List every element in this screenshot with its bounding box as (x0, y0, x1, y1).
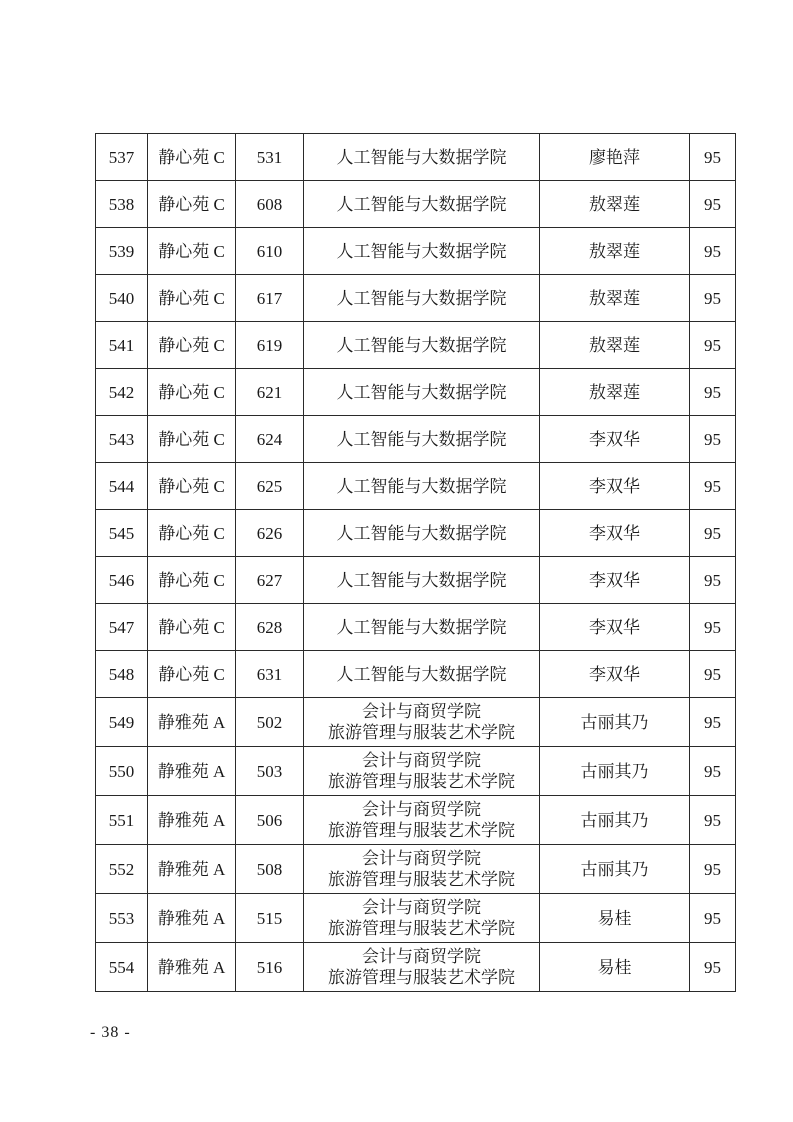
cell-college (304, 557, 540, 604)
cell-score: 95 (690, 228, 736, 275)
cell-score: 95 (690, 510, 736, 557)
cell-number: 542 (96, 369, 148, 416)
college-line: 会计与商贸学院 (362, 849, 481, 868)
cell-number: 546 (96, 557, 148, 604)
cell-number: 553 (96, 894, 148, 943)
college-line: 人工智能与大数据学院 (336, 382, 507, 402)
cell-person: 敖翠莲 (540, 369, 690, 416)
table-row (96, 894, 736, 943)
college-line: 会计与商贸学院 (362, 751, 481, 770)
cell-building: 静雅苑 A (148, 747, 236, 796)
cell-room: 516 (236, 943, 304, 992)
cell-score: 95 (690, 845, 736, 894)
cell-score: 95 (690, 943, 736, 992)
cell-score: 95 (690, 651, 736, 698)
cell-building: 静心苑 C (148, 557, 236, 604)
cell-college (304, 275, 540, 322)
cell-person: 李双华 (540, 463, 690, 510)
table-row (96, 322, 736, 369)
cell-building: 静心苑 C (148, 604, 236, 651)
cell-score: 95 (690, 322, 736, 369)
cell-number: 548 (96, 651, 148, 698)
table-row (96, 416, 736, 463)
table-row (96, 463, 736, 510)
college-line: 旅游管理与服装艺术学院 (328, 870, 515, 889)
cell-room: 506 (236, 796, 304, 845)
cell-person: 敖翠莲 (540, 322, 690, 369)
cell-person: 李双华 (540, 510, 690, 557)
cell-number: 544 (96, 463, 148, 510)
cell-building: 静雅苑 A (148, 943, 236, 992)
college-line: 人工智能与大数据学院 (336, 194, 507, 214)
cell-college (304, 845, 540, 894)
college-line: 人工智能与大数据学院 (336, 147, 507, 167)
cell-college (304, 322, 540, 369)
cell-number: 547 (96, 604, 148, 651)
college-line: 旅游管理与服装艺术学院 (328, 919, 515, 938)
cell-score: 95 (690, 416, 736, 463)
cell-person: 敖翠莲 (540, 275, 690, 322)
cell-number: 545 (96, 510, 148, 557)
college-line: 旅游管理与服装艺术学院 (328, 968, 515, 987)
cell-college (304, 747, 540, 796)
cell-number: 537 (96, 134, 148, 181)
cell-score: 95 (690, 698, 736, 747)
cell-room: 610 (236, 228, 304, 275)
cell-person: 古丽其乃 (540, 698, 690, 747)
table-row (96, 604, 736, 651)
cell-person: 古丽其乃 (540, 796, 690, 845)
college-line: 会计与商贸学院 (362, 898, 481, 917)
cell-number: 538 (96, 181, 148, 228)
table-row (96, 796, 736, 845)
cell-college (304, 134, 540, 181)
cell-score: 95 (690, 747, 736, 796)
cell-score: 95 (690, 181, 736, 228)
cell-number: 539 (96, 228, 148, 275)
table-row (96, 369, 736, 416)
cell-person: 古丽其乃 (540, 845, 690, 894)
table-row (96, 943, 736, 992)
cell-person: 敖翠莲 (540, 228, 690, 275)
college-line: 人工智能与大数据学院 (336, 570, 507, 590)
cell-building: 静心苑 C (148, 134, 236, 181)
table-row (96, 134, 736, 181)
cell-room: 508 (236, 845, 304, 894)
college-line: 人工智能与大数据学院 (336, 335, 507, 355)
cell-building: 静心苑 C (148, 651, 236, 698)
page-number: - 38 - (90, 1024, 131, 1041)
college-line: 人工智能与大数据学院 (336, 617, 507, 637)
cell-building: 静心苑 C (148, 228, 236, 275)
cell-person: 易桂 (540, 894, 690, 943)
cell-room: 619 (236, 322, 304, 369)
cell-college (304, 510, 540, 557)
cell-room: 621 (236, 369, 304, 416)
cell-score: 95 (690, 604, 736, 651)
college-line: 旅游管理与服装艺术学院 (328, 821, 515, 840)
table-row (96, 651, 736, 698)
cell-room: 608 (236, 181, 304, 228)
table-row (96, 845, 736, 894)
cell-score: 95 (690, 557, 736, 604)
cell-person: 李双华 (540, 651, 690, 698)
cell-number: 549 (96, 698, 148, 747)
cell-building: 静雅苑 A (148, 698, 236, 747)
table-row (96, 228, 736, 275)
table-body (96, 134, 736, 992)
cell-college (304, 463, 540, 510)
cell-college (304, 943, 540, 992)
cell-college (304, 228, 540, 275)
cell-building: 静雅苑 A (148, 796, 236, 845)
cell-number: 540 (96, 275, 148, 322)
college-line: 人工智能与大数据学院 (336, 664, 507, 684)
cell-college (304, 181, 540, 228)
cell-building: 静心苑 C (148, 181, 236, 228)
cell-number: 543 (96, 416, 148, 463)
cell-building: 静心苑 C (148, 275, 236, 322)
cell-room: 502 (236, 698, 304, 747)
cell-room: 624 (236, 416, 304, 463)
cell-score: 95 (690, 894, 736, 943)
table-row (96, 557, 736, 604)
cell-college (304, 651, 540, 698)
cell-room: 617 (236, 275, 304, 322)
college-line: 会计与商贸学院 (362, 800, 481, 819)
dormitory-score-table (95, 133, 736, 992)
cell-college (304, 369, 540, 416)
cell-number: 551 (96, 796, 148, 845)
cell-college (304, 416, 540, 463)
table-row (96, 510, 736, 557)
cell-building: 静心苑 C (148, 463, 236, 510)
cell-room: 627 (236, 557, 304, 604)
cell-room: 503 (236, 747, 304, 796)
cell-building: 静心苑 C (148, 322, 236, 369)
college-line: 旅游管理与服装艺术学院 (328, 772, 515, 791)
cell-room: 631 (236, 651, 304, 698)
cell-person: 廖艳萍 (540, 134, 690, 181)
college-line: 会计与商贸学院 (362, 702, 481, 721)
table-row (96, 181, 736, 228)
cell-room: 626 (236, 510, 304, 557)
table-row (96, 275, 736, 322)
cell-person: 李双华 (540, 604, 690, 651)
cell-room: 515 (236, 894, 304, 943)
cell-room: 625 (236, 463, 304, 510)
cell-score: 95 (690, 134, 736, 181)
cell-score: 95 (690, 463, 736, 510)
college-line: 旅游管理与服装艺术学院 (328, 723, 515, 742)
cell-college (304, 698, 540, 747)
cell-building: 静心苑 C (148, 369, 236, 416)
cell-building: 静心苑 C (148, 510, 236, 557)
college-line: 会计与商贸学院 (362, 947, 481, 966)
cell-number: 550 (96, 747, 148, 796)
college-line: 人工智能与大数据学院 (336, 476, 507, 496)
cell-college (304, 894, 540, 943)
cell-building: 静雅苑 A (148, 894, 236, 943)
college-line: 人工智能与大数据学院 (336, 241, 507, 261)
college-line: 人工智能与大数据学院 (336, 429, 507, 449)
cell-score: 95 (690, 275, 736, 322)
cell-person: 古丽其乃 (540, 747, 690, 796)
cell-score: 95 (690, 369, 736, 416)
cell-building: 静心苑 C (148, 416, 236, 463)
cell-college (304, 604, 540, 651)
cell-score: 95 (690, 796, 736, 845)
cell-building: 静雅苑 A (148, 845, 236, 894)
cell-person: 李双华 (540, 416, 690, 463)
college-line: 人工智能与大数据学院 (336, 523, 507, 543)
cell-room: 531 (236, 134, 304, 181)
table-row (96, 747, 736, 796)
cell-number: 554 (96, 943, 148, 992)
table-row (96, 698, 736, 747)
cell-person: 敖翠莲 (540, 181, 690, 228)
cell-room: 628 (236, 604, 304, 651)
cell-number: 541 (96, 322, 148, 369)
cell-person: 易桂 (540, 943, 690, 992)
cell-number: 552 (96, 845, 148, 894)
cell-person: 李双华 (540, 557, 690, 604)
college-line: 人工智能与大数据学院 (336, 288, 507, 308)
cell-college (304, 796, 540, 845)
